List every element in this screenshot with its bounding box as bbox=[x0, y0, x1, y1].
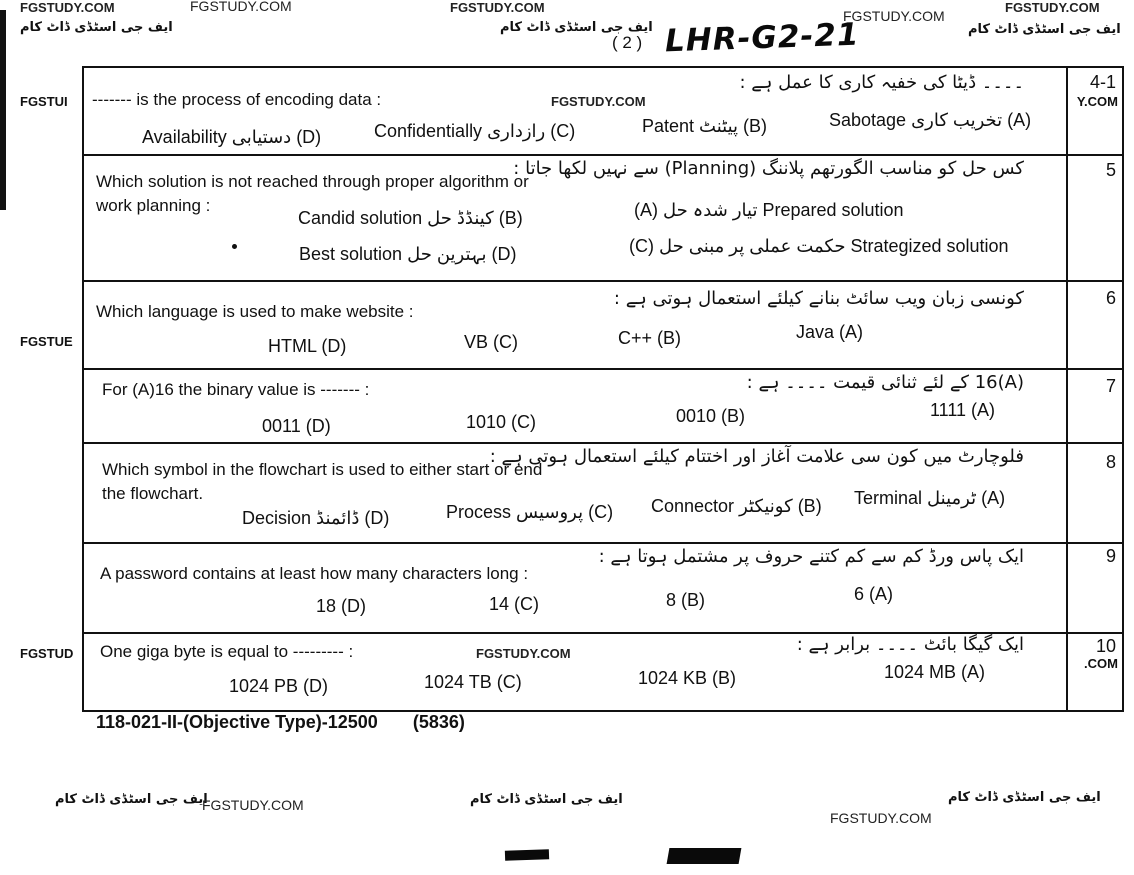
question-english: One giga byte is equal to --------- : bbox=[100, 642, 354, 661]
question-english-line1: Which solution is not reached through proper algorithm or bbox=[96, 172, 529, 191]
watermark-top-center: FGSTUDY.COM bbox=[450, 0, 545, 15]
question-row-7 bbox=[84, 370, 1124, 444]
option-c: VB (C) bbox=[464, 332, 518, 352]
side-watermark-2: FGSTUE bbox=[20, 334, 73, 349]
option-b: Connector کونیکٹر (B) bbox=[651, 496, 822, 516]
question-english: ------- is the process of encoding data : bbox=[92, 90, 382, 109]
watermark-top-mid-left: FGSTUDY.COM bbox=[190, 0, 292, 14]
question-row-9 bbox=[84, 544, 1124, 634]
question-urdu: ۔۔۔۔ ڈیٹا کی خفیہ کاری کا عمل ہے : bbox=[739, 72, 1024, 93]
option-c: (C) حکمت عملی پر مبنی حل Strategized solution bbox=[629, 236, 1009, 256]
option-a: 1111 (A) bbox=[930, 400, 996, 420]
option-c: 14 (C) bbox=[489, 594, 540, 614]
question-number: 6 bbox=[1105, 288, 1116, 308]
option-d: Availability دستیابی (D) bbox=[142, 127, 322, 147]
question-number: 7 bbox=[1105, 376, 1116, 396]
option-b: Patent پیٹنٹ (B) bbox=[642, 116, 768, 136]
option-a: (A) تیار شدہ حل Prepared solution bbox=[634, 200, 904, 220]
option-c: Confidentially رازداری (C) bbox=[374, 121, 576, 141]
option-a: Java (A) bbox=[796, 322, 864, 342]
side-watermark-right: Y.COM bbox=[1076, 94, 1118, 109]
option-a: Sabotage تخریب کاری (A) bbox=[829, 110, 1032, 130]
question-row-4 bbox=[84, 68, 1124, 156]
option-d: Best solution بہترین حل (D) bbox=[299, 244, 517, 264]
objective-question-table bbox=[82, 66, 1124, 712]
watermark-inline: FGSTUDY.COM bbox=[551, 94, 646, 109]
option-a: Terminal ٹرمینل (A) bbox=[854, 488, 1006, 508]
option-b: 1024 KB (B) bbox=[638, 668, 737, 688]
watermark-inline: FGSTUDY.COM bbox=[476, 646, 571, 661]
question-row-10 bbox=[84, 634, 1124, 712]
urdu-watermark-top-left: ایف جی اسٹڈی ڈاٹ کام bbox=[20, 20, 173, 35]
question-number: 8 bbox=[1105, 452, 1116, 472]
question-english-line2: the flowchart. bbox=[102, 484, 204, 503]
question-row-6 bbox=[84, 282, 1124, 370]
option-d: 0011 (D) bbox=[262, 416, 331, 436]
watermark-top-right-mid: FGSTUDY.COM bbox=[843, 8, 945, 24]
question-urdu: کونسی زبان ویب سائٹ بنانے کیلئے استعمال ہوتی ہے : bbox=[613, 288, 1024, 309]
urdu-watermark-bottom-left: ایف جی اسٹڈی ڈاٹ کام bbox=[55, 792, 208, 807]
side-watermark-right: .COM bbox=[1084, 656, 1118, 671]
urdu-watermark-bottom-center: ایف جی اسٹڈی ڈاٹ کام bbox=[470, 792, 623, 807]
question-row-5 bbox=[84, 156, 1124, 282]
footer-code: 118-021-II-(Objective Type)-12500 bbox=[96, 712, 378, 732]
question-english-line2: work planning : bbox=[96, 196, 211, 215]
urdu-watermark-bottom-right: ایف جی اسٹڈی ڈاٹ کام bbox=[948, 790, 1101, 805]
option-b: 0010 (B) bbox=[676, 406, 746, 426]
paper-footer-code bbox=[96, 712, 465, 733]
option-c: 1024 TB (C) bbox=[424, 672, 522, 692]
option-b: C++ (B) bbox=[618, 328, 682, 348]
ink-dot bbox=[232, 244, 237, 249]
side-watermark-3: FGSTUD bbox=[20, 646, 74, 661]
watermark-bottom-left: FGSTUDY.COM bbox=[202, 797, 304, 813]
question-english-line1: Which symbol in the flowchart is used to either start or end bbox=[102, 460, 543, 479]
option-d: Decision ڈائمنڈ (D) bbox=[242, 508, 390, 528]
question-row-8 bbox=[84, 444, 1124, 544]
option-d: 18 (D) bbox=[316, 596, 367, 616]
option-b: 8 (B) bbox=[666, 590, 706, 610]
footer-serial: (5836) bbox=[412, 712, 465, 732]
question-urdu: ایک گیگا بائٹ ۔۔۔۔ برابر ہے : bbox=[796, 634, 1024, 655]
watermark-bottom-right: FGSTUDY.COM bbox=[830, 810, 932, 826]
option-a: 6 (A) bbox=[854, 584, 894, 604]
scan-edge-mark bbox=[0, 10, 6, 210]
option-c: Process پروسیس (C) bbox=[446, 502, 614, 522]
option-d: HTML (D) bbox=[268, 336, 347, 356]
urdu-watermark-top-right: ایف جی اسٹڈی ڈاٹ کام bbox=[968, 22, 1121, 37]
urdu-watermark-top-center: ایف جی اسٹڈی ڈاٹ کام bbox=[500, 20, 653, 35]
question-urdu: (A)16 کے لئے ثنائی قیمت ۔۔۔۔ ہے : bbox=[746, 372, 1024, 393]
question-urdu: فلوچارٹ میں کون سی علامت آغاز اور اختتام کیلئے استعمال ہوتی ہے : bbox=[489, 446, 1024, 467]
question-english: For (A)16 the binary value is ------- : bbox=[102, 380, 370, 399]
question-number: 5 bbox=[1105, 160, 1116, 180]
watermark-top-left: FGSTUDY.COM bbox=[20, 0, 115, 15]
question-number: 4-1 bbox=[1089, 72, 1116, 92]
option-c: 1010 (C) bbox=[466, 412, 537, 432]
page-number: ( 2 ) bbox=[612, 33, 643, 52]
scan-mark-left bbox=[505, 849, 549, 861]
question-number: 9 bbox=[1105, 546, 1116, 566]
question-urdu: کس حل کو مناسب الگورتھم پلاننگ (Planning) سے نہیں لکھا جاتا : bbox=[513, 158, 1024, 179]
scan-mark-right bbox=[667, 848, 742, 864]
handwritten-paper-code: LHR-G2-21 bbox=[664, 16, 861, 60]
watermark-top-right: FGSTUDY.COM bbox=[1005, 0, 1100, 15]
question-urdu: ایک پاس ورڈ کم سے کم کتنے حروف پر مشتمل ہوتا ہے : bbox=[598, 546, 1024, 567]
question-english: A password contains at least how many characters long : bbox=[100, 564, 529, 583]
option-d: 1024 PB (D) bbox=[229, 676, 329, 696]
question-english: Which language is used to make website : bbox=[96, 302, 414, 321]
option-b: Candid solution کینڈڈ حل (B) bbox=[298, 208, 523, 228]
option-a: 1024 MB (A) bbox=[884, 662, 986, 682]
question-number: 10 bbox=[1095, 636, 1116, 656]
side-watermark-1: FGSTUI bbox=[20, 94, 68, 109]
